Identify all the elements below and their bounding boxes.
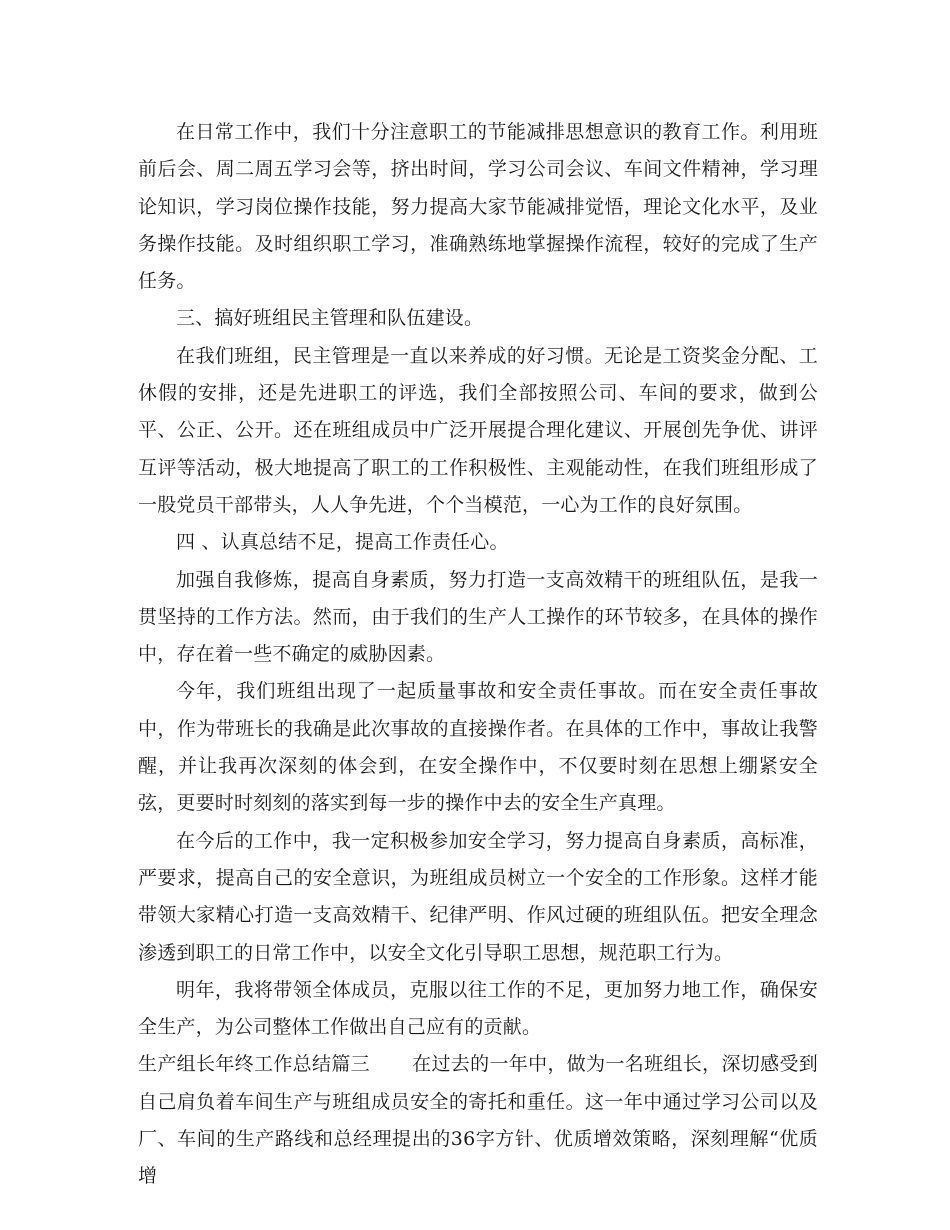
paragraph-democratic-management: 在我们班组，民主管理是一直以来养成的好习惯。无论是工资奖金分配、工休假的安排，还是先进职工的评选，我们全部按照公司、车间的要求，做到公平、公正、公开。还在班组成员中广泛开展提合理化建议、开展创先争优、讲评互评等活动，极大地提高了职工的工作积极性、主观能动性，在我们班组形成了一股党员干部带头，人人争先进，个个当模范，一心为工作的良好氛围。 <box>138 344 818 516</box>
section-heading-democratic-management: 三、搞好班组民主管理和队伍建设。 <box>176 307 484 330</box>
paragraph-future-safety: 在今后的工作中，我一定积极参加安全学习，努力提高自身素质，高标准，严要求，提高自己的安全意识，为班组成员树立一个安全的工作形象。这样才能带领大家精心打造一支高效精干、纪律严明、作风过硬的班组队伍。把安全理念渗透到职工的日常工作中，以安全文化引导职工思想，规范职工行为。 <box>138 829 818 964</box>
paragraph-energy-education: 在日常工作中，我们十分注意职工的节能减排思想意识的教育工作。利用班前后会、周二周五学习会等，挤出时间，学习公司会议、车间文件精神，学习理论知识，学习岗位操作技能，努力提高大家节能减排觉悟，理论文化水平，及业务操作技能。及时组织职工学习，准确熟练地掌握操作流程，较好的完成了生产任务。 <box>138 121 818 293</box>
paragraph-part-three <box>138 1046 818 1195</box>
section-heading-summarize-shortcomings: 四 、认真总结不足，提高工作责任心。 <box>176 531 509 554</box>
paragraph-next-year: 明年，我将带领全体成员，克服以往工作的不足，更加努力地工作，确保安全生产，为公司整体工作做出自己应有的贡献。 <box>138 978 818 1039</box>
paragraph-accident-reflection: 今年，我们班组出现了一起质量事故和安全责任事故。而在安全责任事故中，作为带班长的我确是此次事故的直接操作者。在具体的工作中，事故让我警醒，并让我再次深刻的体会到，在安全操作中，不仅要时刻在思想上绷紧安全弦，更要时时刻刻的落实到每一步的操作中去的安全生产真理。 <box>138 680 818 815</box>
part-three-heading: 生产组长年终工作总结篇三 <box>138 1053 370 1076</box>
part-three-text: 在过去的一年中，做为一名班组长，深切感受到自己肩负着车间生产与班组成员安全的寄托和重任。这一年中通过学习公司以及厂、车间的生产路线和总经理提出的36字方针、优质增效策略，深刻理解“优质增 <box>138 1053 818 1188</box>
paragraph-self-improvement: 加强自我修炼，提高自身素质，努力打造一支高效精干的班组队伍，是我一贯坚持的工作方法。然而，由于我们的生产人工操作的环节较多，在具体的操作中，存在着一些不确定的威胁因素。 <box>138 568 818 666</box>
document-body <box>138 114 818 1196</box>
